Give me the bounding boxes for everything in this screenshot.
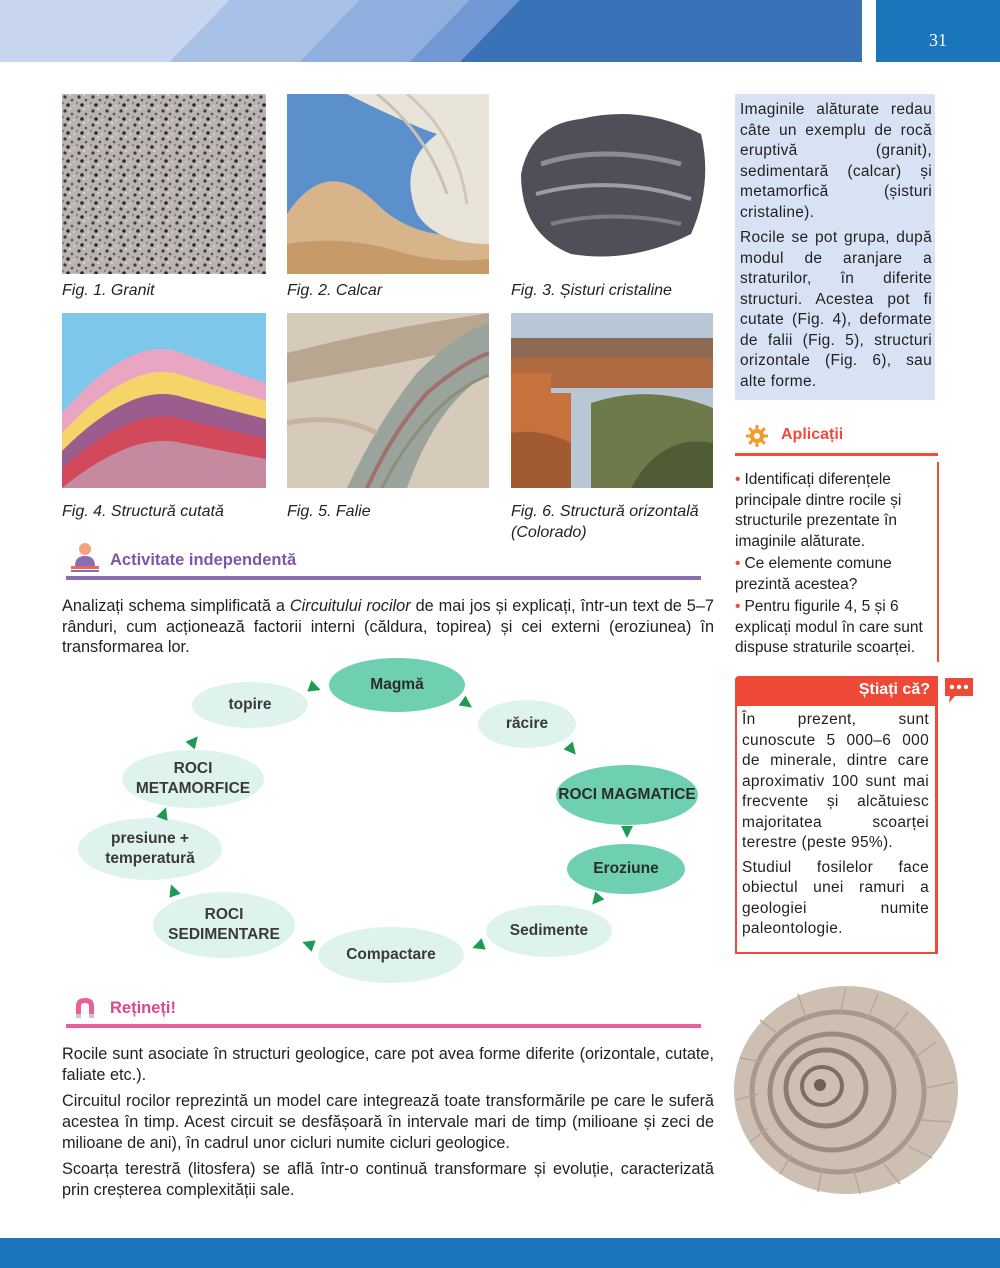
figure-fault [287,313,489,488]
figure-schist [511,94,713,274]
cycle-arrow [459,696,475,712]
gear-icon [745,424,769,448]
figure-caption: Fig. 2. Calcar [287,282,383,299]
footer-band [0,1238,1000,1268]
cycle-arrow [588,892,604,908]
stiati-title: Știați că? [858,681,930,698]
stiati-paragraph: Studiul fosilelor face obiectul unei ramuri a geologiei numite paleontologie. [742,858,929,937]
cycle-arrow [156,805,172,821]
cycle-arrow [564,742,580,758]
intro-paragraph: Rocile se pot grupa, după modul de aranjare a straturilor, în diferite structuri. Acestea pot fi cutate (Fig. 4), deformate de falii (Fig. 5), structuri orizontale (Fig. 6), sau alte forme. [740,229,932,390]
cycle-arrow [470,938,486,954]
stiati-box [735,706,938,954]
figure-horizontal-structure [511,313,713,488]
retineti-text [62,1044,714,1201]
header-decoration [0,0,1000,62]
figure-caption: Fig. 6. Structură orizontală (Colorado) [511,503,699,541]
cycle-node-eroziune: Eroziune [567,844,685,894]
stiati-header [735,676,938,706]
retineti-title: Rețineți! [110,999,176,1017]
cycle-arrow [186,733,202,749]
cycle-node-sedimente: Sedimente [486,905,612,957]
ammonite-fossil-image [728,982,964,1202]
aplicatii-list [735,470,938,661]
activitate-text: Analizați schema simplificată a Circuitului rocilor de mai jos și explicați, într-un text de 5–7 rânduri, cum acționează factorii interni (căldura, topirea) și cei externi (eroziunea) în transformarea lor. [62,597,714,656]
retineti-paragraph: Scoarța terestră (litosfera) se află într-o continuă transformare și evoluție, caracterizată prin creșterea complexității sale. [62,1160,714,1199]
figure-folded-structure [62,313,266,488]
cycle-arrow [300,936,316,952]
retineti-paragraph: Rocile sunt asociate în structuri geologice, care pot avea forme diferite (orizontale, cutate, faliate etc.). [62,1045,714,1084]
aplicatii-title: Aplicații [781,426,844,443]
cycle-node-magma: Magmă [329,658,465,712]
figure-caption: Fig. 4. Structură cutată [62,503,224,520]
cycle-node-presiune-temperatura: presiune + temperatură [78,818,222,880]
list-item: • Ce elemente comune prezintă acestea? [735,555,892,593]
stiati-paragraph: În prezent, sunt cunoscute 5 000–6 000 de minerale, dintre care aproximativ 100 sunt mai frecvente și alcătuiesc majoritatea scoarței terestre (peste 95%). [742,711,929,851]
magnet-icon [70,994,100,1022]
intro-paragraph: Imaginile alăturate redau câte un exemplu de rocă eruptivă (granit), sedimentară (calcar) și metamorfică (șisturi cristaline). [740,101,932,221]
activitate-title: Activitate independentă [110,551,297,569]
figure-caption: Fig. 5. Falie [287,503,371,520]
list-item: • Pentru figurile 4, 5 și 6 explicați modul în care sunt dispuse straturile scoarței. [735,598,923,656]
list-item: • Identificați diferențele principale dintre rocile și structurile prezentate în imaginile alăturate. [735,471,902,550]
page-number: 31 [929,30,947,50]
intro-text-box [735,94,935,400]
student-reading-icon [68,542,102,574]
cycle-node-roci-metamorfice: ROCI METAMORFICE [122,750,264,808]
retineti-paragraph: Circuitul rocilor reprezintă un model care integrează toate transformările pe care le suferă acestea în timp. Acest circuit se desfășoară în intervale mari de timp (milioane și zeci de milioane de ani), în cadrul unor cicluri numite cicluri geologice. [62,1092,714,1152]
speech-bubble-icon [943,676,975,704]
figure-caption: Fig. 1. Granit [62,282,155,299]
cycle-node-racire: răcire [478,700,576,748]
retineti-header [66,990,701,1028]
aplicatii-header [735,420,938,456]
figure-limestone [287,94,489,274]
cycle-node-compactare: Compactare [318,927,464,983]
cycle-node-roci-magmatice: ROCI MAGMATICE [556,765,698,825]
cycle-arrow [165,882,181,898]
activitate-header [66,540,701,580]
figure-caption: Fig. 3. Șisturi cristaline [511,282,672,299]
figure-granite [62,94,266,274]
cycle-node-topire: topire [192,682,308,728]
cycle-arrow [307,680,323,696]
cycle-node-roci-sedimentare: ROCI SEDIMENTARE [153,892,295,958]
cycle-arrow [619,824,635,840]
